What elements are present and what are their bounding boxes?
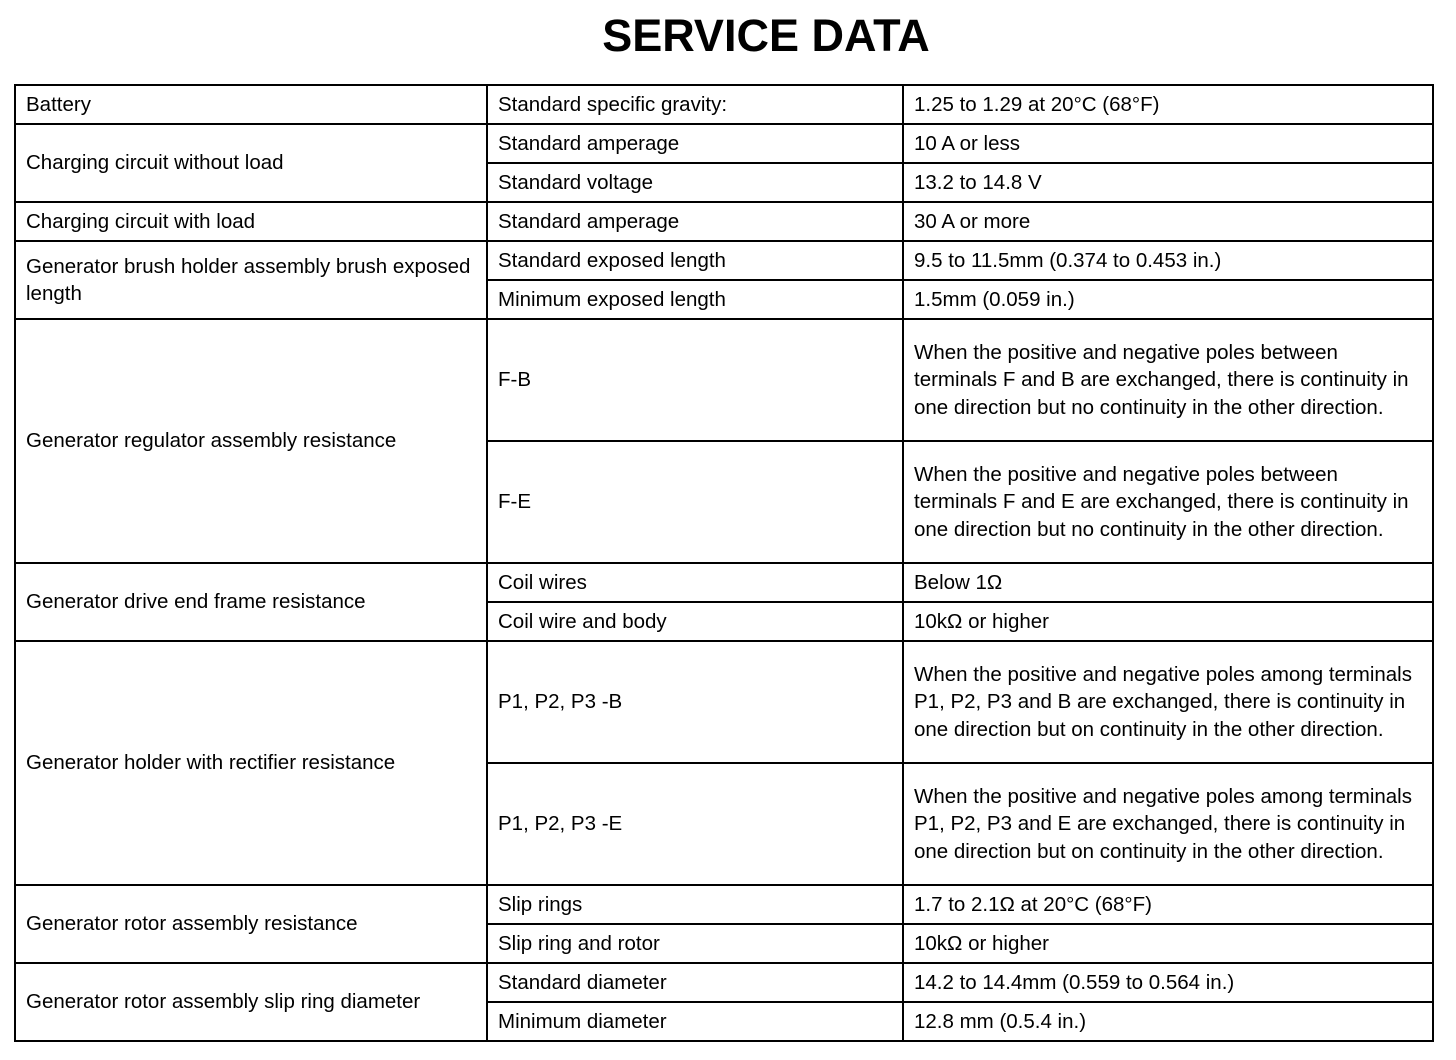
spec-value-cell: 12.8 mm (0.5.4 in.) [903, 1002, 1433, 1041]
table-row [15, 885, 1433, 924]
spec-value-cell: 10kΩ or higher [903, 924, 1433, 963]
table-row [15, 124, 1433, 163]
spec-label-cell: Coil wires [487, 563, 903, 602]
table-row [15, 202, 1433, 241]
spec-label-cell: Slip ring and rotor [487, 924, 903, 963]
spec-value-cell: When the positive and negative poles between terminals F and B are exchanged, there is continuity in one direction but no continuity in the other direction. [903, 319, 1433, 441]
spec-value-cell: 1.5mm (0.059 in.) [903, 280, 1433, 319]
spec-value-cell: 14.2 to 14.4mm (0.559 to 0.564 in.) [903, 963, 1433, 1002]
spec-label-cell: F-B [487, 319, 903, 441]
service-data-table [14, 84, 1434, 1042]
spec-label-cell: P1, P2, P3 -B [487, 641, 903, 763]
spec-label-cell: Coil wire and body [487, 602, 903, 641]
item-cell: Battery [15, 85, 487, 124]
page-title: SERVICE DATA [602, 10, 930, 61]
item-cell: Generator brush holder assembly brush exposed length [15, 241, 487, 319]
spec-label-cell: Minimum diameter [487, 1002, 903, 1041]
table-row [15, 963, 1433, 1002]
spec-value-cell: 10 A or less [903, 124, 1433, 163]
item-cell: Charging circuit with load [15, 202, 487, 241]
spec-label-cell: Standard amperage [487, 124, 903, 163]
item-cell: Generator rotor assembly resistance [15, 885, 487, 963]
table-row [15, 85, 1433, 124]
spec-value-cell: 13.2 to 14.8 V [903, 163, 1433, 202]
spec-label-cell: Standard specific gravity: [487, 85, 903, 124]
spec-value-cell: When the positive and negative poles among terminals P1, P2, P3 and B are exchanged, there is continuity in one direction but on continuity in the other direction. [903, 641, 1433, 763]
spec-value-cell: When the positive and negative poles between terminals F and E are exchanged, there is continuity in one direction but no continuity in the other direction. [903, 441, 1433, 563]
spec-label-cell: Standard diameter [487, 963, 903, 1002]
spec-label-cell: P1, P2, P3 -E [487, 763, 903, 885]
table-row [15, 641, 1433, 763]
table-row [15, 319, 1433, 441]
item-cell: Generator rotor assembly slip ring diameter [15, 963, 487, 1041]
spec-value-cell: 30 A or more [903, 202, 1433, 241]
item-cell: Generator holder with rectifier resistance [15, 641, 487, 885]
table-row [15, 241, 1433, 280]
spec-value-cell: Below 1Ω [903, 563, 1433, 602]
spec-value-cell: 10kΩ or higher [903, 602, 1433, 641]
spec-label-cell: F-E [487, 441, 903, 563]
spec-label-cell: Slip rings [487, 885, 903, 924]
spec-label-cell: Standard amperage [487, 202, 903, 241]
spec-value-cell: 1.7 to 2.1Ω at 20°C (68°F) [903, 885, 1433, 924]
spec-value-cell: 9.5 to 11.5mm (0.374 to 0.453 in.) [903, 241, 1433, 280]
item-cell: Generator regulator assembly resistance [15, 319, 487, 563]
spec-label-cell: Minimum exposed length [487, 280, 903, 319]
spec-label-cell: Standard exposed length [487, 241, 903, 280]
spec-value-cell: 1.25 to 1.29 at 20°C (68°F) [903, 85, 1433, 124]
spec-label-cell: Standard voltage [487, 163, 903, 202]
item-cell: Generator drive end frame resistance [15, 563, 487, 641]
spec-value-cell: When the positive and negative poles among terminals P1, P2, P3 and E are exchanged, there is continuity in one direction but on continuity in the other direction. [903, 763, 1433, 885]
item-cell: Charging circuit without load [15, 124, 487, 202]
table-row [15, 563, 1433, 602]
